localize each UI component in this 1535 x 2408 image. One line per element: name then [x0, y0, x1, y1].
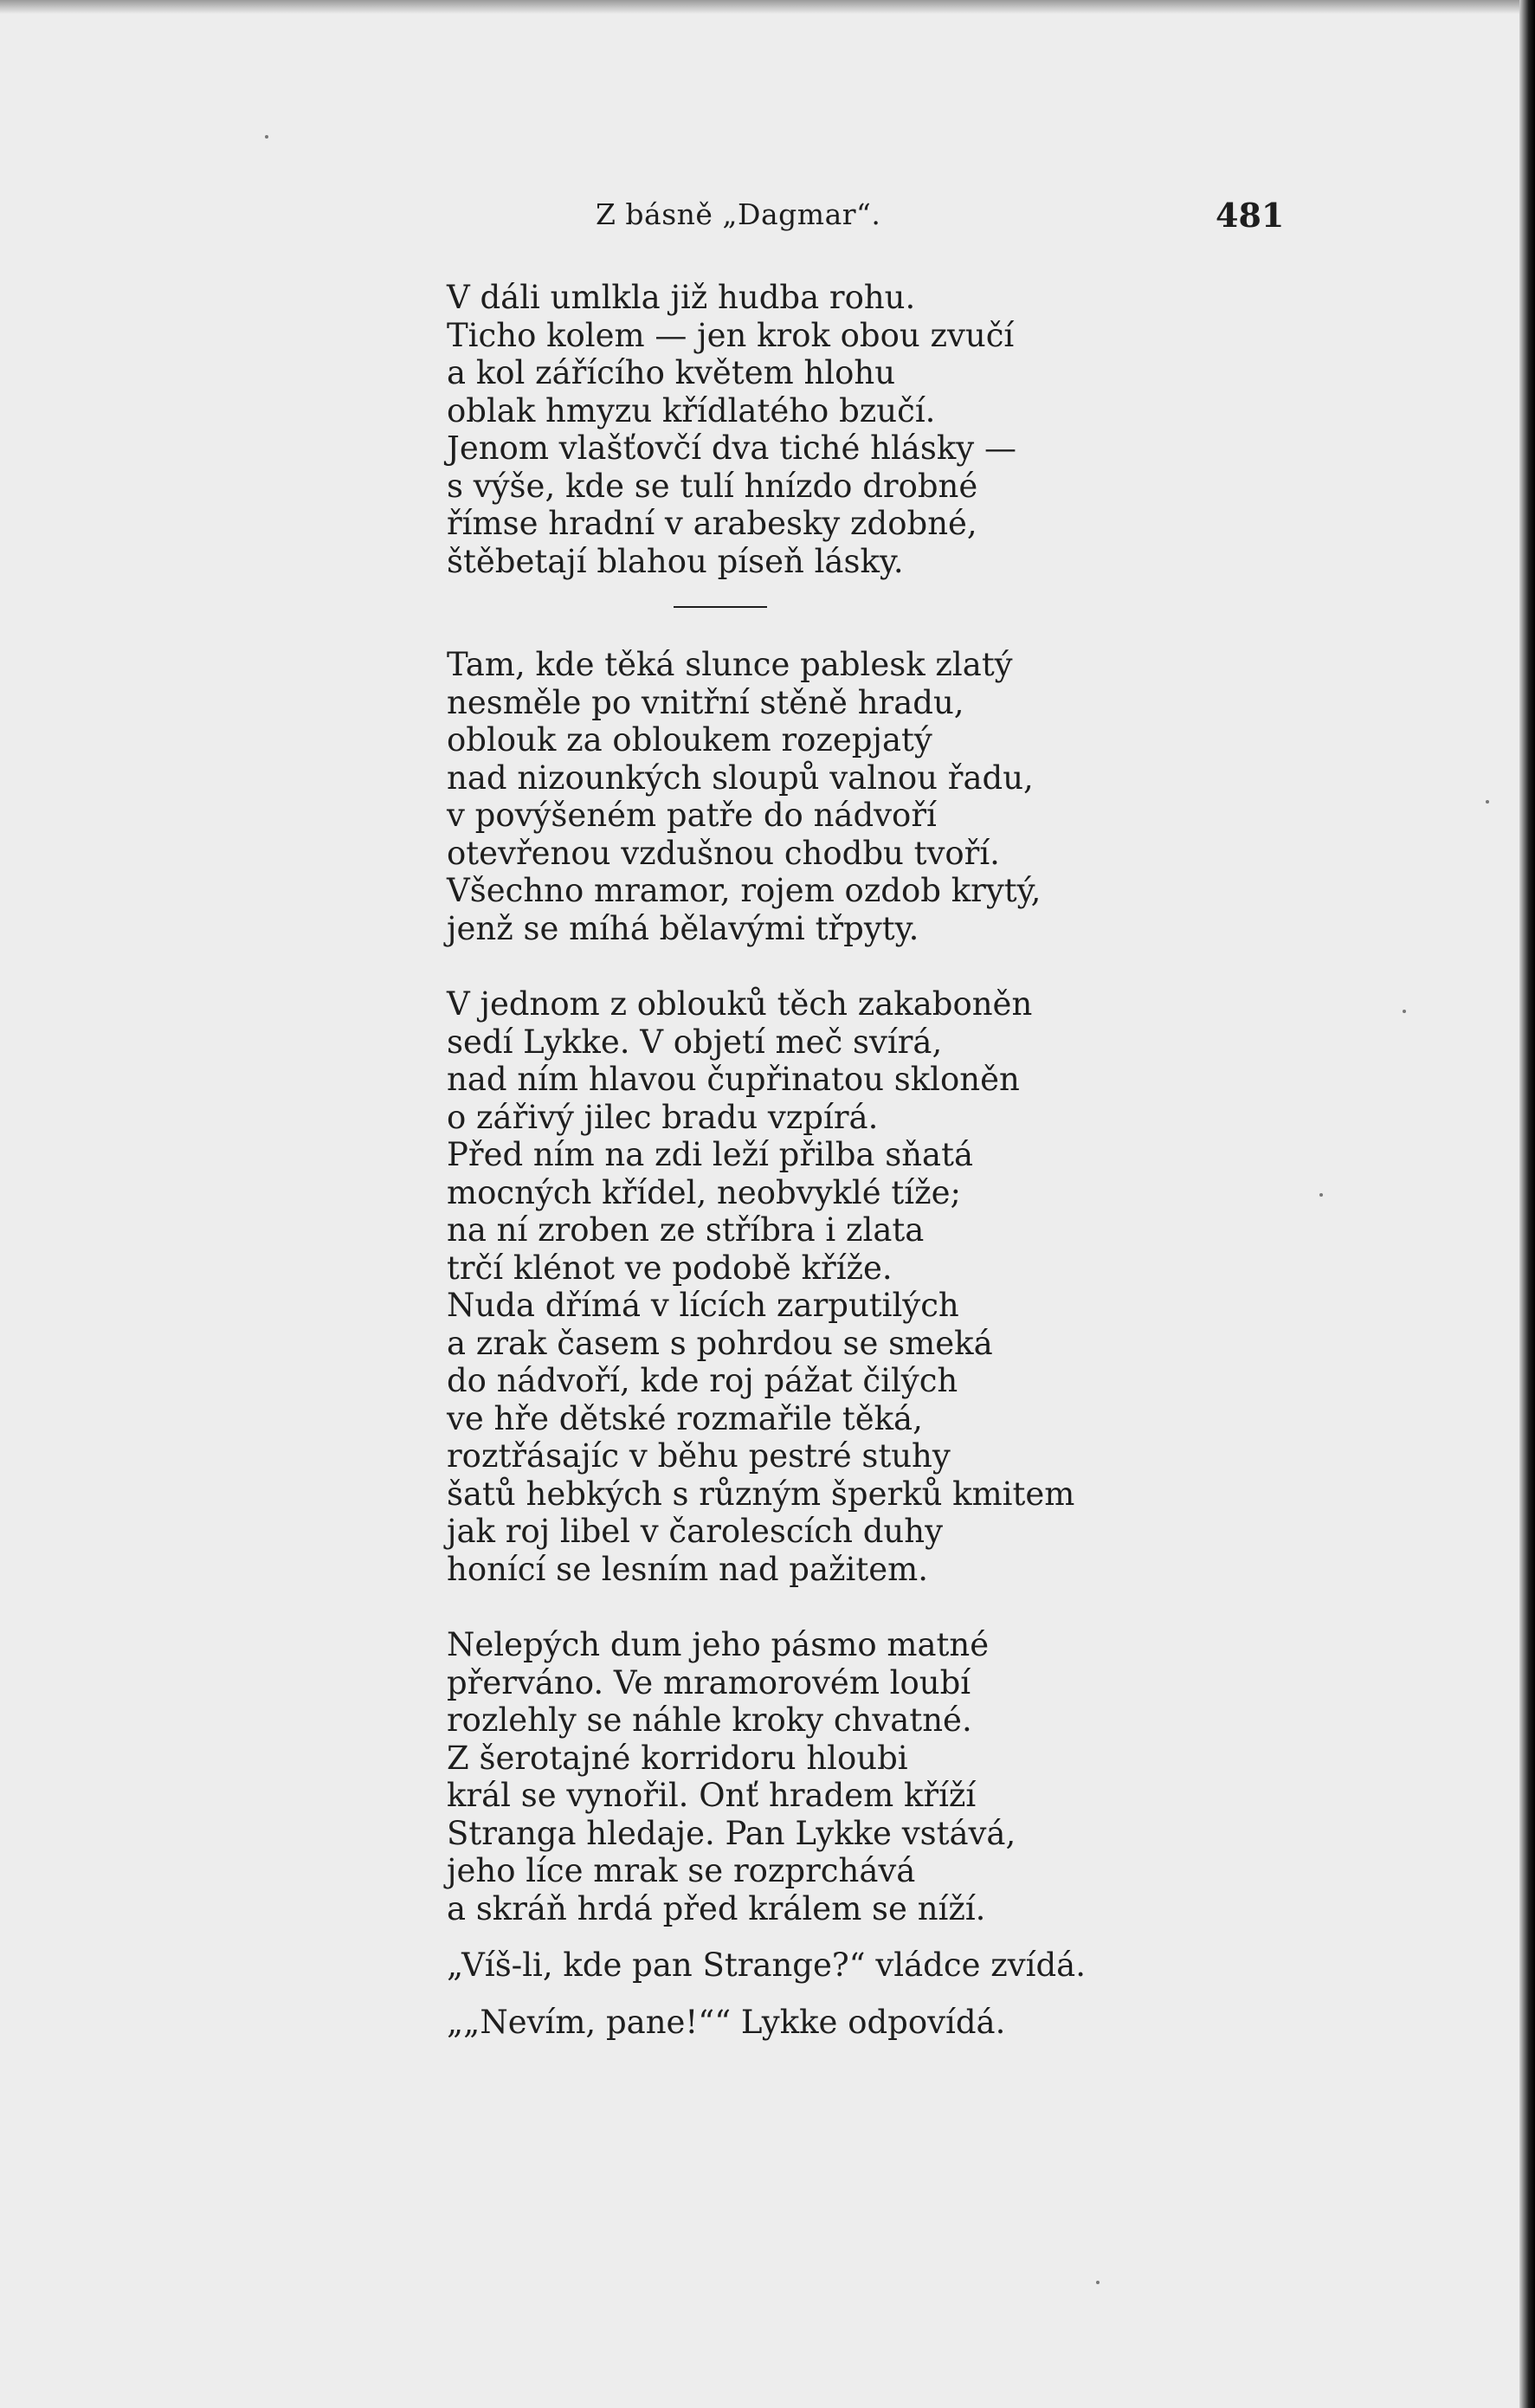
stanza: [447, 279, 1312, 580]
verse-line: o zářivý jilec bradu vzpírá.: [447, 1098, 879, 1136]
running-title: Z básně „Dagmar“.: [596, 197, 881, 231]
verse-line: oblouk za obloukem rozepjatý: [447, 721, 932, 759]
verse-line: jenž se míhá bělavými třpyty.: [447, 909, 919, 947]
verse-line: Tam, kde těká slunce pablesk zlatý: [447, 646, 1013, 683]
scan-speck: [1319, 1193, 1323, 1197]
verse-line: Ticho kolem — jen krok obou zvučí: [447, 316, 1015, 354]
verse-line: a skráň hrdá před králem se níží.: [447, 1889, 986, 1927]
verse-line: a kol zářícího květem hlohu: [447, 354, 896, 391]
stanza: [447, 1626, 1312, 1927]
scan-speck: [265, 135, 268, 139]
verse-line: Všechno mramor, rojem ozdob krytý,: [447, 872, 1042, 909]
stanza: [447, 646, 1312, 947]
verse-line: trčí klénot ve podobě kříže.: [447, 1249, 893, 1287]
verse-line: honící se lesním nad pažitem.: [447, 1550, 928, 1588]
verse-line: římse hradní v arabesky zdobné,: [447, 505, 977, 542]
verse-line: V jednom z oblouků těch zakaboněn: [447, 985, 1033, 1023]
verse-line: Z šerotajné korridoru hloubi: [447, 1739, 908, 1777]
verse-line: mocných křídel, neobvyklé tíže;: [447, 1173, 961, 1211]
page-number: 481: [1216, 196, 1285, 235]
verse-line: Před ním na zdi leží přilba sňatá: [447, 1136, 974, 1173]
verse-line: Nelepých dum jeho pásmo matné: [447, 1626, 990, 1663]
verse-line: Stranga hledaje. Pan Lykke vstává,: [447, 1814, 1016, 1852]
verse-line: jak roj libel v čarolescích duhy: [447, 1513, 943, 1550]
scan-speck: [1096, 2281, 1100, 2284]
verse-line: ve hře dětské rozmařile těká,: [447, 1399, 923, 1437]
verse-line: s výše, kde se tulí hnízdo drobné: [447, 467, 978, 505]
verse-line: a zrak časem s pohrdou se smeká: [447, 1324, 993, 1362]
stanza: [447, 1946, 1312, 1985]
scan-edge-shadow: [1519, 0, 1535, 2408]
verse-line: jeho líce mrak se rozprchává: [447, 1852, 916, 1889]
verse-line: roztřásajíc v běhu pestré stuhy: [447, 1437, 951, 1475]
verse-line: král se vynořil. Onť hradem kříží: [447, 1777, 977, 1814]
stanza: [447, 985, 1312, 1588]
verse-line: šatů hebkých s různým šperků kmitem: [447, 1475, 1075, 1513]
verse-line: „„Nevím, pane!““ Lykke odpovídá.: [447, 2003, 1006, 2041]
verse-line: v povýšeném patře do nádvoří: [447, 797, 937, 834]
verse-line: oblak hmyzu křídlatého bzučí.: [447, 391, 936, 429]
verse-line: na ní zroben ze stříbra i zlata: [447, 1211, 925, 1249]
verse-line: sedí Lykke. V objetí meč svírá,: [447, 1023, 943, 1061]
scan-speck: [1403, 1010, 1406, 1013]
verse-line: Jenom vlašťovčí dva tiché hlásky —: [447, 429, 1016, 467]
verse-line: rozlehly se náhle kroky chvatné.: [447, 1701, 972, 1739]
verse-line: štěbetají blahou píseň lásky.: [447, 542, 904, 580]
stanza: [447, 2004, 1312, 2042]
poem-text: [447, 279, 1312, 2041]
verse-line: nesměle po vnitřní stěně hradu,: [447, 683, 964, 721]
verse-line: „Víš-li, kde pan Strange?“ vládce zvídá.: [447, 1946, 1086, 1984]
verse-line: přerváno. Ve mramorovém loubí: [447, 1663, 971, 1701]
verse-line: nad ním hlavou čupřinatou skloněn: [447, 1061, 1020, 1098]
verse-line: nad nizounkých sloupů valnou řadu,: [447, 759, 1034, 797]
verse-line: Nuda dřímá v lících zarputilých: [447, 1287, 959, 1324]
scan-speck: [1486, 800, 1489, 804]
verse-line: do nádvoří, kde roj pážat čilých: [447, 1362, 958, 1399]
verse-line: V dáli umlkla již hudba rohu.: [447, 279, 916, 316]
scan-top-shadow: [0, 0, 1535, 14]
verse-line: otevřenou vzdušnou chodbu tvoří.: [447, 834, 1000, 872]
